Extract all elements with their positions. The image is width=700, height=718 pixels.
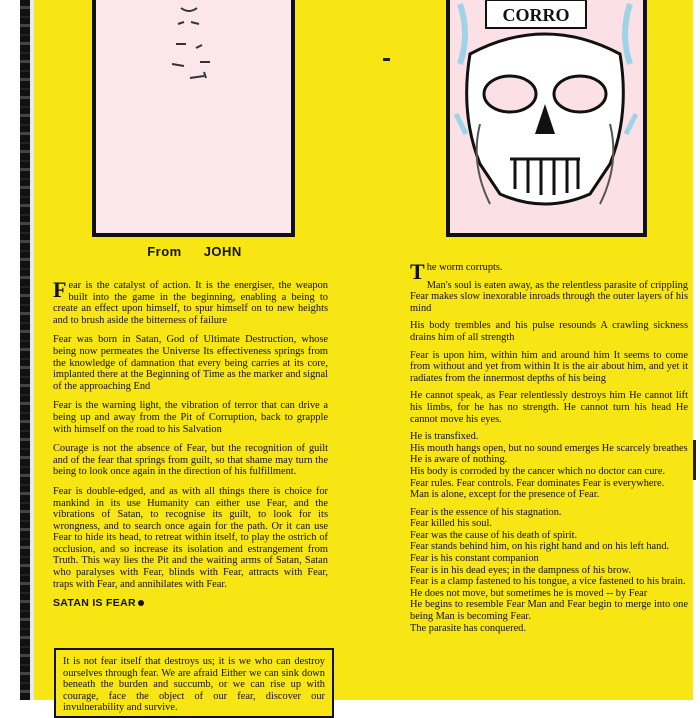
photo-skull (446, 0, 647, 237)
skull-illustration (450, 0, 643, 233)
paragraph-body-trembles: His body trembles and his pulse resounds A crawling sickness drains him of all strength (410, 320, 688, 343)
paragraph-catalyst-text: ear is the catalyst of action. It is the energiser, the weapon built into the game in the beginning, enabling a being to create an effect upon himself, to spur himself on to new heights and to brush aside the bitterness of failure (53, 280, 328, 326)
line: Man is alone, except for the presence of Fear. (410, 489, 600, 501)
line: Fear is a clamp fastened to his tongue, a vice fastened to his brain. (410, 576, 686, 588)
binding-edge (30, 0, 34, 700)
line: Fear killed his soul. (410, 518, 492, 530)
line: He does not move, but sometimes he is moved -- by Fear (410, 587, 648, 599)
print-mark (383, 58, 390, 61)
caption-name: JOHN (203, 244, 242, 259)
paragraph-courage: Courage is not the absence of Fear, but the recognition of guilt and of the fear that springs from guilt, so that shame may turn the being to look once again in the direction of his fulfillment. (53, 443, 328, 478)
paragraph-worm-text: he worm corrupts. (426, 262, 503, 273)
photo-caption (92, 244, 297, 259)
bullet-dot (138, 600, 144, 606)
line: The parasite has conquered. (410, 622, 526, 634)
line: Fear rules. Fear controls. Fear dominates Fear is everywhere. (410, 477, 665, 489)
paragraph-catalyst (53, 277, 328, 326)
boxed-quote-text: It is not fear itself that destroys us; it is we who can destroy ourselves through fear. We are afraid Either we can sink down beneath the burden and succumb, or we can rise up with courage, face the object of our fear, discover our invulnerability and survive. (63, 656, 325, 714)
line: Fear was the cause of his death of spirit. (410, 529, 578, 541)
line: He begins to resemble Fear Man and Fear begin to merge into one being Man is becoming Fear. (410, 599, 688, 623)
line: His mouth hangs open, but no sound emerges He scarcely breathes (410, 442, 688, 454)
paragraph-cannot-speak: He cannot speak, as Fear relentlessly destroys him He cannot lift his limbs, for he has no strength. He cannot turn his head He cannot move his eyes. (410, 390, 688, 425)
paragraph-soul: Man's soul is eaten away, as the relentless parasite of crippling Fear makes slow inexorable inroads through the outer layers of his mind (410, 279, 688, 314)
line: Fear is in his dead eyes; in the dampness of his brow. (410, 564, 631, 576)
dropcap-f: F (53, 277, 67, 302)
dropcap-t: T (410, 259, 425, 284)
boxed-quote (54, 648, 334, 718)
paragraph-fear-upon-him: Fear is upon him, within him and around him It seems to come from without and yet from within It is the air about him, and yet it radiates from the innermost depths of his being (410, 349, 688, 384)
book-binding (20, 0, 30, 700)
paragraph-worm (410, 259, 688, 284)
closing-statement (53, 598, 328, 610)
paragraph-double-edged: Fear is double-edged, and as with all things there is choice for mankind in its use Humanity can either use Fear, and the vibrations of Satan, to recognise its guilt, to look for its wrongness, and to search once again for the path. Or it can use Fear to hide its head, to retreat within itself, to play the ostrich of occlusion, and so increase its isolation and estrangement from Truth. This way lies the Pit and the waiting arms of Satan, Satan who paralyses with Fear, blinds with Fear, attracts with Fear, traps with Fear, and annihilates with Fear. (53, 485, 328, 590)
line: His body is corroded by the cancer which no doctor can cure. (410, 465, 666, 477)
line: Fear is the essence of his stagnation. (410, 506, 562, 518)
photo-john (92, 0, 295, 237)
caption-from: From (147, 244, 182, 259)
left-text-column (53, 277, 329, 610)
page-edge (693, 0, 700, 700)
line: He is aware of nothing. (410, 454, 508, 466)
closing-text: SATAN IS FEAR (53, 597, 136, 610)
face-illustration (96, 0, 291, 233)
right-text-column (410, 259, 688, 634)
paragraph-warning-light: Fear is the warning light, the vibration of terror that can drive a being up and away from the Pit of Corruption, back to grapple with himself on the road to his Salvation (53, 400, 328, 435)
line: Fear is his constant companion (410, 553, 539, 565)
paragraph-satan: Fear was born in Satan, God of Ultimate Destruction, whose being now permeates the Universe Its effectiveness springs from the knowledge of damnation that every being carries at its core, implanted there at the Beginning of Time as the marker and signal of the approaching End (53, 334, 329, 392)
skull-label: CORRO (502, 5, 570, 25)
line: Fear stands behind him, on his right hand and on his left hand. (410, 541, 670, 553)
line: He is transfixed. (410, 431, 479, 443)
group-essence (410, 507, 688, 635)
group-transfixed (410, 431, 688, 501)
